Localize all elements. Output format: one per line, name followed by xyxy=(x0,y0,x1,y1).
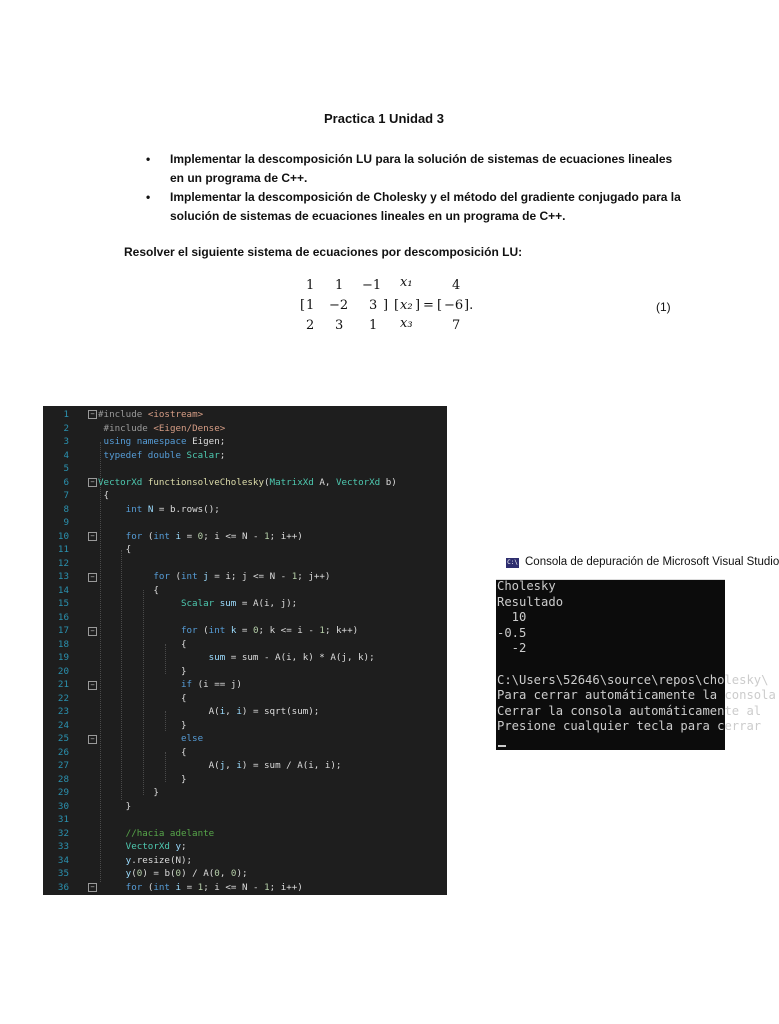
line-number: 4 xyxy=(63,449,69,461)
line-number: 23 xyxy=(57,706,69,717)
rhs-entry: 4 xyxy=(452,278,461,293)
equation xyxy=(296,275,486,334)
console-line: 10 xyxy=(497,610,527,625)
line-number: 31 xyxy=(57,814,69,825)
bracket-right: ] xyxy=(383,298,389,313)
console-title: Consola de depuración de Microsoft Visual Studio xyxy=(525,556,779,568)
matrix-entry: 3 xyxy=(335,318,344,333)
console-line: -0.5 xyxy=(497,625,527,640)
variable: x₁ xyxy=(400,275,413,290)
variable: x₂ xyxy=(400,298,413,313)
line-number: 35 xyxy=(57,868,69,879)
line-number: 10 xyxy=(57,530,69,542)
console-line xyxy=(497,657,725,673)
objective-text: Implementar la descomposición de Cholesky y el método del gradiente conjugado para la solución de sistemas de ecuaciones lineales en un programa de C++. xyxy=(170,190,681,223)
fold-icon[interactable]: − xyxy=(88,410,97,419)
bracket-left: [ xyxy=(437,298,443,313)
line-number: 27 xyxy=(57,760,69,771)
line-number: 32 xyxy=(57,827,69,839)
code-line: for (int i = 0; i <= N - 1; i++) xyxy=(125,530,303,542)
code-line: for (int i = 1; i <= N - 1; i++) xyxy=(125,881,303,893)
line-number: 34 xyxy=(57,854,69,866)
bullet-icon: • xyxy=(146,152,151,166)
code-line: A(j, i) = sum / A(i, i); xyxy=(98,760,342,771)
matrix-entry: 1 xyxy=(335,278,344,293)
line-number: 9 xyxy=(63,517,69,528)
console-line: Para cerrar automáticamente la consola xyxy=(497,688,776,703)
line-number: 11 xyxy=(57,544,69,555)
code-line: VectorXd functionsolveCholesky(MatrixXd A, VectorXd b) xyxy=(98,476,397,488)
code-line: #include <Eigen/Dense> xyxy=(98,422,226,434)
fold-icon[interactable]: − xyxy=(88,735,97,744)
code-line: using namespace Eigen; xyxy=(103,436,226,447)
matrix-entry: 1 xyxy=(306,298,315,313)
code-line: #include <iostream> xyxy=(98,409,204,420)
bracket-left: [ xyxy=(394,298,400,313)
matrix-entry: −2 xyxy=(329,298,349,313)
rhs-entry: 7 xyxy=(452,318,461,333)
line-number: 14 xyxy=(57,584,69,596)
objective-text: Implementar la descomposición LU para la solución de sistemas de ecuaciones lineales en un programa de C++. xyxy=(170,152,673,185)
console-line: C:\Users\52646\source\repos\cholesky\ xyxy=(497,672,769,687)
code-line: else xyxy=(180,733,204,744)
line-number: 3 xyxy=(63,436,69,447)
bracket-left: [ xyxy=(300,298,306,313)
code-line: } xyxy=(98,719,187,731)
line-number: 2 xyxy=(63,422,69,434)
equals-sign: = xyxy=(423,298,434,313)
code-line: { xyxy=(98,746,187,758)
code-line: typedef double Scalar; xyxy=(103,449,226,461)
fold-icon[interactable]: − xyxy=(88,681,97,690)
line-number: 25 xyxy=(57,733,69,744)
matrix-entry: 2 xyxy=(306,318,315,333)
fold-icon[interactable]: − xyxy=(88,573,97,582)
code-line: { xyxy=(98,544,132,555)
line-number: 19 xyxy=(57,652,69,663)
code-line: sum = sum - A(i, k) * A(j, k); xyxy=(208,652,375,663)
bracket-right: ] xyxy=(415,298,421,313)
equation-number: (1) xyxy=(656,300,671,314)
line-number: 28 xyxy=(57,773,69,785)
rhs-entry: −6 xyxy=(444,298,464,313)
line-number: 7 xyxy=(63,490,69,501)
console-output xyxy=(497,579,776,735)
list-item xyxy=(146,150,686,188)
code-line: { xyxy=(98,638,187,650)
matrix-entry: 1 xyxy=(369,318,378,333)
list-item xyxy=(146,188,686,226)
code-line: //hacia adelante xyxy=(125,827,215,839)
code-line: int N = b.rows(); xyxy=(125,503,220,515)
page-title: Practica 1 Unidad 3 xyxy=(324,111,444,126)
fold-icon[interactable]: − xyxy=(88,883,97,892)
code-line: y(0) = b(0) / A(0, 0); xyxy=(125,868,248,879)
code-editor xyxy=(43,406,447,895)
line-number: 30 xyxy=(57,800,69,812)
line-number: 13 xyxy=(57,571,69,582)
fold-icon[interactable]: − xyxy=(88,627,97,636)
line-number: 17 xyxy=(57,625,69,636)
line-number: 21 xyxy=(57,679,69,690)
code-line: { xyxy=(98,490,110,501)
line-number: 15 xyxy=(57,598,69,609)
debug-console-window xyxy=(496,548,779,750)
objectives-list xyxy=(146,150,686,226)
code-line: for (int j = i; j <= N - 1; j++) xyxy=(153,571,331,582)
code-line: } xyxy=(98,665,187,677)
code-line: if (i == j) xyxy=(180,679,242,690)
code-line: y.resize(N); xyxy=(125,854,193,866)
line-number: 33 xyxy=(57,841,69,852)
line-number: 12 xyxy=(57,557,69,569)
code-line: for (int k = 0; k <= i - 1; k++) xyxy=(180,625,359,636)
code-line: } xyxy=(98,787,159,798)
line-number: 29 xyxy=(57,787,69,798)
line-number: 5 xyxy=(63,463,69,474)
bracket-right: ]. xyxy=(464,298,474,313)
fold-icon[interactable]: − xyxy=(88,532,97,541)
code-line: } xyxy=(98,773,187,785)
line-number: 8 xyxy=(63,503,69,515)
console-line: Cholesky xyxy=(497,579,556,593)
console-line: Resultado xyxy=(497,594,564,609)
console-title-bar[interactable] xyxy=(496,548,779,580)
code-line: } xyxy=(98,800,132,812)
code-line: { xyxy=(98,584,159,596)
console-line: -2 xyxy=(497,641,527,656)
console-cursor xyxy=(498,745,506,747)
matrix-entry: 1 xyxy=(306,278,315,293)
matrix-entry: −1 xyxy=(362,278,382,293)
line-number: 20 xyxy=(57,665,69,677)
matrix-entry: 3 xyxy=(369,298,378,313)
code-line: VectorXd y; xyxy=(125,841,187,852)
line-number: 24 xyxy=(57,719,69,731)
console-line: Cerrar la consola automáticamente al xyxy=(497,703,762,718)
code-line: Scalar sum = A(i, j); xyxy=(180,598,298,609)
problem-statement: Resolver el siguiente sistema de ecuaciones por descomposición LU: xyxy=(124,245,523,259)
code-line: A(i, i) = sqrt(sum); xyxy=(98,706,320,717)
variable: x₃ xyxy=(400,316,413,331)
line-number: 18 xyxy=(57,638,69,650)
console-app-icon: C:\ xyxy=(507,559,518,566)
fold-icon[interactable]: − xyxy=(88,478,97,487)
console-line: Presione cualquier tecla para cerrar xyxy=(497,719,762,734)
line-number: 16 xyxy=(57,611,69,623)
line-number: 26 xyxy=(57,746,69,758)
line-number: 6 xyxy=(63,476,69,488)
line-number: 1 xyxy=(63,409,69,420)
bullet-icon: • xyxy=(146,190,151,204)
line-number: 22 xyxy=(57,692,69,704)
line-number: 36 xyxy=(57,881,69,893)
code-line: { xyxy=(98,692,187,704)
